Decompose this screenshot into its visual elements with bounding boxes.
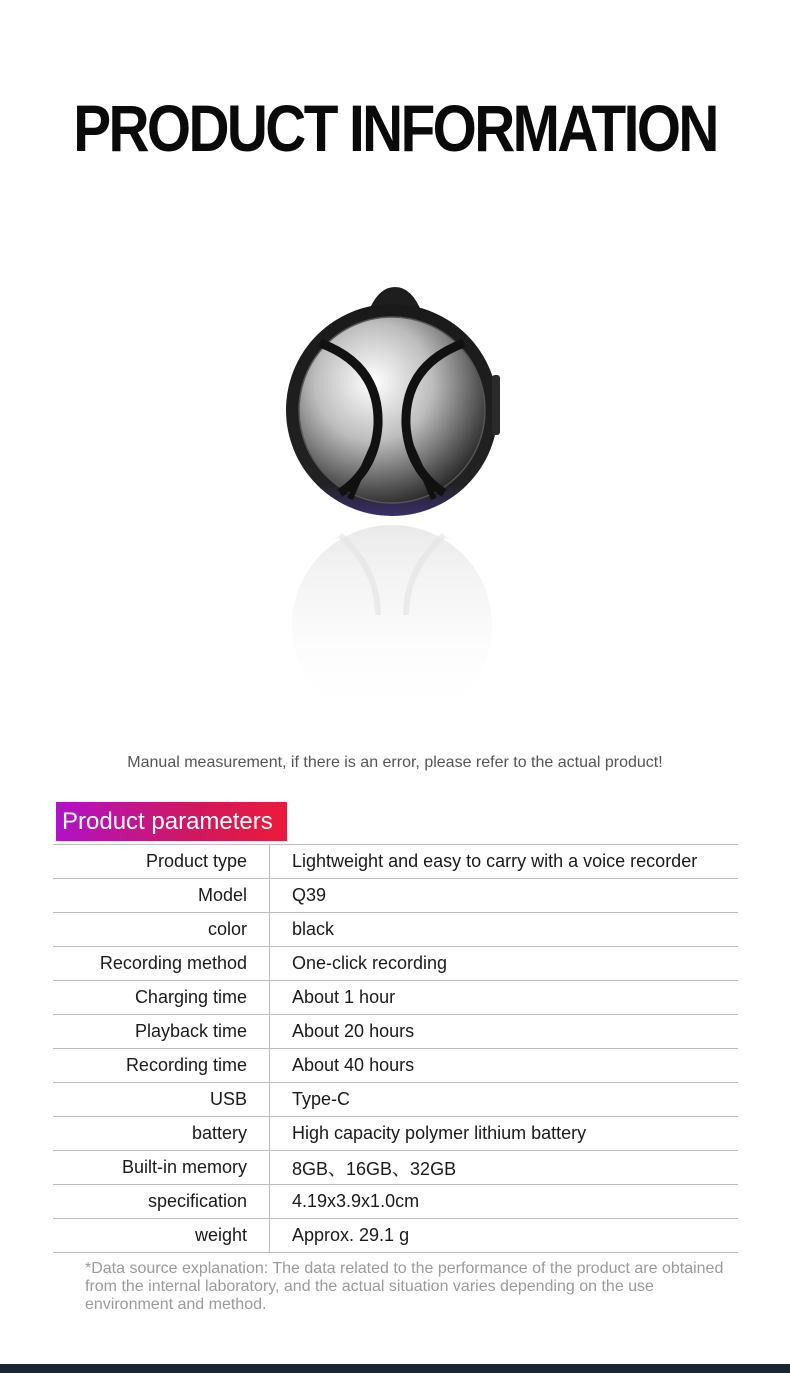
- table-row: [53, 947, 738, 981]
- param-label: Charging time: [53, 981, 270, 1015]
- measurement-note: Manual measurement, if there is an error, please refer to the actual product!: [127, 754, 663, 771]
- param-label: specification: [53, 1185, 270, 1219]
- param-value: black: [270, 913, 739, 947]
- param-value: One-click recording: [270, 947, 739, 981]
- parameters-table: [53, 844, 738, 1253]
- param-label: Recording method: [53, 947, 270, 981]
- table-row: [53, 1015, 738, 1049]
- table-row: [53, 879, 738, 913]
- param-value: 8GB、16GB、32GB: [270, 1151, 739, 1185]
- product-image: [280, 285, 510, 745]
- param-value: High capacity polymer lithium battery: [270, 1117, 739, 1151]
- param-value: About 20 hours: [270, 1015, 739, 1049]
- data-source-footnote: *Data source explanation: The data related to the performance of the product are obtained from the internal laboratory, and the actual situation varies depending on the use environment and method.: [85, 1260, 724, 1313]
- param-label: Recording time: [53, 1049, 270, 1083]
- table-row: [53, 981, 738, 1015]
- param-value: About 40 hours: [270, 1049, 739, 1083]
- param-value: Lightweight and easy to carry with a voice recorder: [270, 845, 739, 879]
- param-label: weight: [53, 1219, 270, 1253]
- param-label: color: [53, 913, 270, 947]
- table-row: [53, 1049, 738, 1083]
- param-label: USB: [53, 1083, 270, 1117]
- bottom-bar: [0, 1364, 790, 1373]
- param-label: Built-in memory: [53, 1151, 270, 1185]
- table-row: [53, 913, 738, 947]
- param-value: 4.19x3.9x1.0cm: [270, 1185, 739, 1219]
- param-value: Type-C: [270, 1083, 739, 1117]
- table-row: [53, 1083, 738, 1117]
- table-row: [53, 1151, 738, 1185]
- param-label: Model: [53, 879, 270, 913]
- param-label: battery: [53, 1117, 270, 1151]
- param-value: About 1 hour: [270, 981, 739, 1015]
- param-value: Approx. 29.1 g: [270, 1219, 739, 1253]
- table-row: [53, 1219, 738, 1253]
- page-title: PRODUCT INFORMATION: [73, 91, 717, 165]
- param-value: Q39: [270, 879, 739, 913]
- parameters-header: Product parameters: [56, 802, 287, 841]
- param-label: Product type: [53, 845, 270, 879]
- table-row: [53, 845, 738, 879]
- table-row: [53, 1117, 738, 1151]
- param-label: Playback time: [53, 1015, 270, 1049]
- table-row: [53, 1185, 738, 1219]
